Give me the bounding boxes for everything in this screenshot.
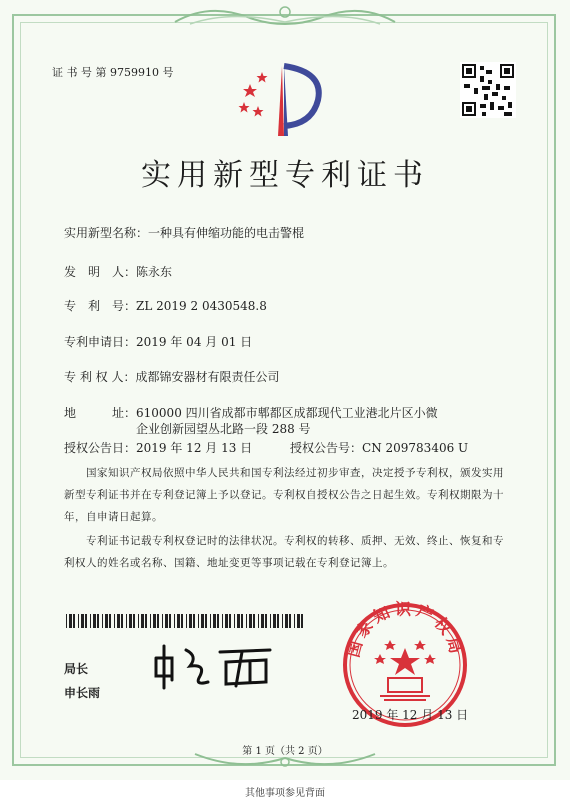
page-indicator: 第 1 页（共 2 页） <box>242 746 328 757</box>
field-value: 一种具有伸缩功能的电击警棍 <box>148 226 305 240</box>
field-value: 陈永东 <box>136 265 173 279</box>
field-inventor <box>64 263 172 280</box>
field-label: 发 明 人： <box>64 265 137 279</box>
cnipa-logo-icon <box>238 58 326 140</box>
field-application-date <box>64 333 252 350</box>
field-value: ZL 2019 2 0430548.8 <box>136 299 267 313</box>
certificate-number: 证 书 号 第 9759910 号 <box>52 66 174 79</box>
field-value: CN 209783406 U <box>362 441 469 455</box>
director-title: 局长 <box>64 662 89 676</box>
seal-text: 国家知识产权局 <box>343 600 467 660</box>
footer-note: 其他事项参见背面 <box>245 788 325 799</box>
page-title: 实用新型专利证书 <box>141 158 429 193</box>
field-value: 610000 四川省成都市郫都区成都现代工业港北片区小微 <box>136 406 438 420</box>
field-grant-date <box>64 439 252 456</box>
seal-date: 2019 年 12 月 13 日 <box>352 708 469 722</box>
field-label: 实用新型名称： <box>64 226 149 240</box>
field-utility-model-name <box>64 224 304 241</box>
body-paragraph-1: 国家知识产权局依照中华人民共和国专利法经过初步审查，决定授予专利权，颁发实用新型专利证书并在专利登记簿上予以登记。专利权自授权公告之日起生效。专利权期限为十年，自申请日起算。 <box>64 467 504 523</box>
qr-code-icon <box>460 62 516 118</box>
director-name: 申长雨 <box>64 686 101 700</box>
field-label: 地 址： <box>64 406 137 420</box>
field-label: 专利申请日： <box>64 335 137 349</box>
field-value: 2019 年 04 月 01 日 <box>136 335 253 349</box>
field-address <box>64 404 438 421</box>
field-label: 专 利 号： <box>64 299 137 313</box>
field-label: 授权公告号： <box>290 441 363 455</box>
field-value: 成都锦安器材有限责任公司 <box>135 370 280 384</box>
field-address-line2: 企业创新园望丛北路一段 288 号 <box>136 422 311 436</box>
body-paragraph-2: 专利证书记载专利权登记时的法律状况。专利权的转移、质押、无效、终止、恢复和专利权人的姓名或名称、国籍、地址变更等事项记载在专利登记簿上。 <box>64 535 504 569</box>
field-label: 专 利 权 人： <box>64 370 136 384</box>
field-value: 2019 年 12 月 13 日 <box>136 441 253 455</box>
field-patent-number <box>64 297 267 314</box>
svg-text:国家知识产权局 <box>343 600 466 659</box>
field-label: 授权公告日： <box>64 441 137 455</box>
barcode-icon <box>66 614 306 628</box>
top-ornament-icon <box>170 2 400 30</box>
field-patentee <box>64 368 279 385</box>
director-signature-icon <box>150 636 290 692</box>
field-grant-number <box>290 439 468 456</box>
